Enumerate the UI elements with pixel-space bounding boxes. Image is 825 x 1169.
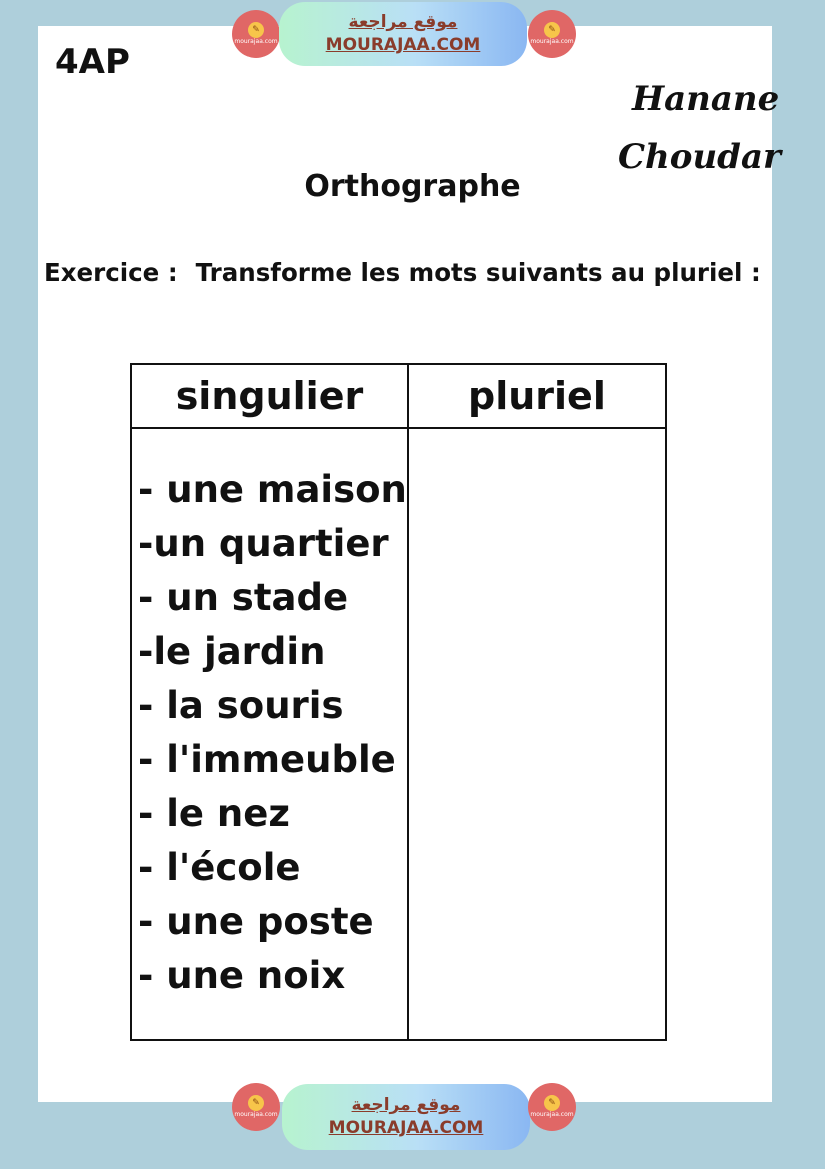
list-item: -le jardin bbox=[138, 630, 326, 673]
site-url-link[interactable]: MOURAJAA.COM bbox=[328, 1118, 484, 1138]
exercise-text: Transforme les mots suivants au pluriel : bbox=[195, 258, 761, 287]
list-item: - une maison bbox=[138, 468, 407, 511]
list-item: - la souris bbox=[138, 684, 344, 727]
grade-level: 4AP bbox=[55, 42, 130, 82]
signature-last-name: Choudar bbox=[618, 137, 781, 177]
site-logo-badge-left[interactable]: ✎ mourajaa.com bbox=[232, 10, 280, 58]
site-name-arabic: موقع مراجعة bbox=[351, 1095, 461, 1115]
list-item: - un stade bbox=[138, 576, 349, 619]
exercise-label: Exercice : bbox=[44, 258, 178, 287]
book-icon: ✎ bbox=[544, 22, 560, 38]
signature-first-name: Hanane bbox=[632, 79, 780, 119]
book-icon: ✎ bbox=[544, 1095, 560, 1111]
plural-exercise-table bbox=[130, 363, 667, 1041]
column-header-singulier: singulier bbox=[131, 364, 408, 428]
plural-answer-column[interactable] bbox=[408, 428, 666, 1040]
list-item: - l'école bbox=[138, 846, 301, 889]
table-header-row bbox=[131, 364, 666, 428]
singular-column bbox=[131, 428, 408, 1040]
book-icon: ✎ bbox=[248, 1095, 264, 1111]
list-item: - l'immeuble bbox=[138, 738, 396, 781]
list-item: - une noix bbox=[138, 954, 346, 997]
site-logo-badge-right[interactable]: ✎ mourajaa.com bbox=[528, 10, 576, 58]
site-name-arabic: موقع مراجعة bbox=[348, 12, 458, 32]
list-item: -un quartier bbox=[138, 522, 389, 565]
site-url-link[interactable]: MOURAJAA.COM bbox=[325, 35, 481, 55]
list-item: - le nez bbox=[138, 792, 290, 835]
column-header-pluriel: pluriel bbox=[408, 364, 666, 428]
list-item: - une poste bbox=[138, 900, 374, 943]
page-title: Orthographe bbox=[304, 169, 521, 204]
site-logo-badge-bottom-right[interactable]: ✎ mourajaa.com bbox=[528, 1083, 576, 1131]
site-banner-bottom[interactable] bbox=[282, 1084, 530, 1150]
exercise-instruction bbox=[44, 258, 784, 287]
table-row bbox=[131, 428, 666, 1040]
site-banner-top[interactable] bbox=[279, 2, 527, 66]
book-icon: ✎ bbox=[248, 22, 264, 38]
site-logo-badge-bottom-left[interactable]: ✎ mourajaa.com bbox=[232, 1083, 280, 1131]
